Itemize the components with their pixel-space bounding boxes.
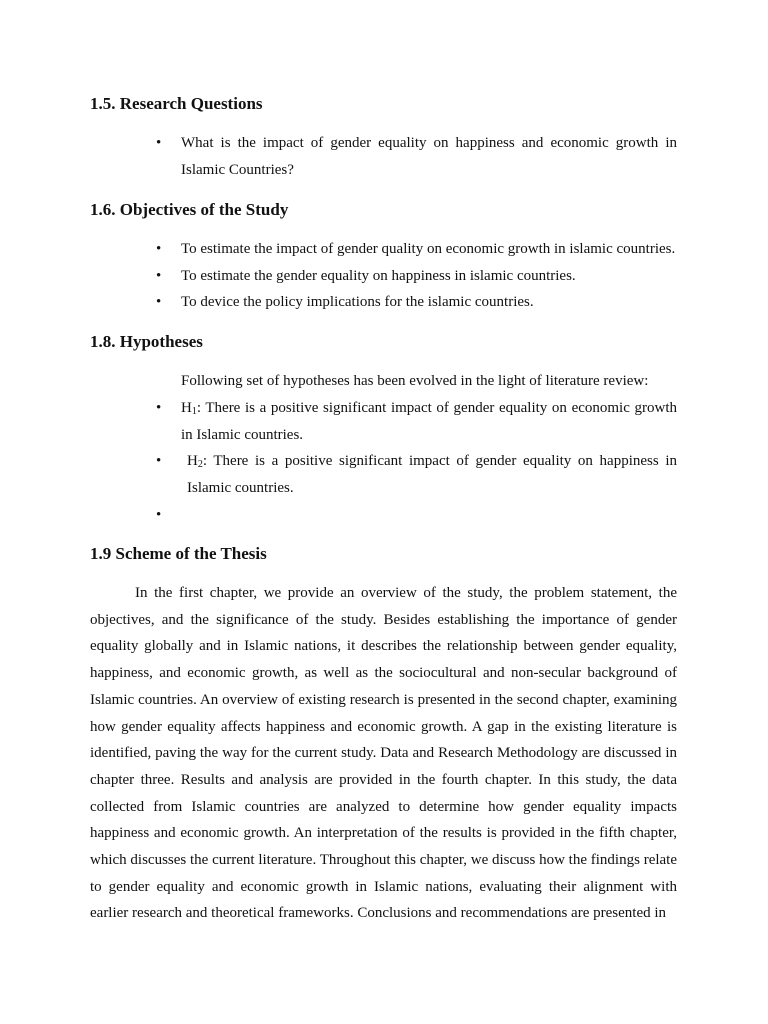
bullet-icon: • (156, 453, 162, 470)
research-question-text: What is the impact of gender equality on happiness and economic growth in Islamic Countries? (181, 135, 677, 178)
hypothesis-h1 (181, 395, 677, 448)
hypothesis-h2 (181, 448, 677, 501)
bullet-icon: • (156, 506, 162, 523)
objective-text: To device the policy implications for the islamic countries. (181, 294, 534, 311)
empty-bullet-text (181, 502, 677, 529)
hypothesis-subscript: 1 (191, 406, 197, 417)
hypothesis-label: H (187, 453, 198, 470)
bullet-icon: • (156, 400, 162, 416)
heading-hypotheses: 1.8. Hypotheses (90, 332, 203, 351)
bullet-icon: • (156, 135, 162, 151)
list-item (155, 130, 677, 183)
hypothesis-text: : There is a positive significant impact of gender equality on economic growth in Islamic countries. (181, 400, 677, 443)
heading-research-questions: 1.5. Research Questions (90, 94, 263, 113)
scheme-paragraph: In the first chapter, we provide an overview of the study, the problem statement, the objectives, and the significance of the study. Besides establishing the importance of gender equality globally and in Islamic nations, it describes the relationship between gender equality, happiness, and economic growth, as well as the sociocultural and non-secular background of Islamic countries. An overview of existing research is presented in the second chapter, examining how gender equality affects happiness and economic growth. A gap in the existing literature is identified, paving the way for the current study. Data and Research Methodology are discussed in chapter three. Results and analysis are provided in the fourth chapter. In this study, the data collected from Islamic countries are analyzed to determine how gender equality impacts happiness and economic growth. An interpretation of the results is provided in the fifth chapter, which discusses the current literature. Throughout this chapter, we discuss how the findings relate to gender equality and economic growth in Islamic nations, evaluating their alignment with earlier research and theoretical frameworks. Conclusions and recommendations are presented in (90, 585, 677, 922)
bullet-icon: • (156, 267, 162, 284)
list-item (155, 263, 677, 290)
list-item (155, 289, 677, 316)
hypothesis-subscript: 2 (197, 459, 203, 471)
bullet-icon: • (156, 241, 162, 257)
objective-text: To estimate the gender equality on happiness in islamic countries. (181, 267, 576, 284)
list-item (155, 448, 677, 501)
objectives-list (155, 236, 677, 316)
heading-scheme: 1.9 Scheme of the Thesis (90, 544, 267, 563)
bullet-icon: • (156, 294, 162, 311)
objective-text: To estimate the impact of gender quality on economic growth in islamic countries. (181, 241, 676, 257)
hypotheses-list (155, 395, 677, 529)
list-item (155, 395, 677, 448)
heading-objectives: 1.6. Objectives of the Study (90, 200, 289, 219)
hypothesis-label: H (181, 400, 192, 416)
list-item (155, 502, 677, 529)
hypothesis-text: : There is a positive significant impact of gender equality on happiness in Islamic countries. (187, 453, 677, 497)
list-item (155, 236, 677, 263)
hypotheses-intro: Following set of hypotheses has been evolved in the light of literature review: (181, 373, 649, 389)
research-questions-list (155, 130, 677, 183)
